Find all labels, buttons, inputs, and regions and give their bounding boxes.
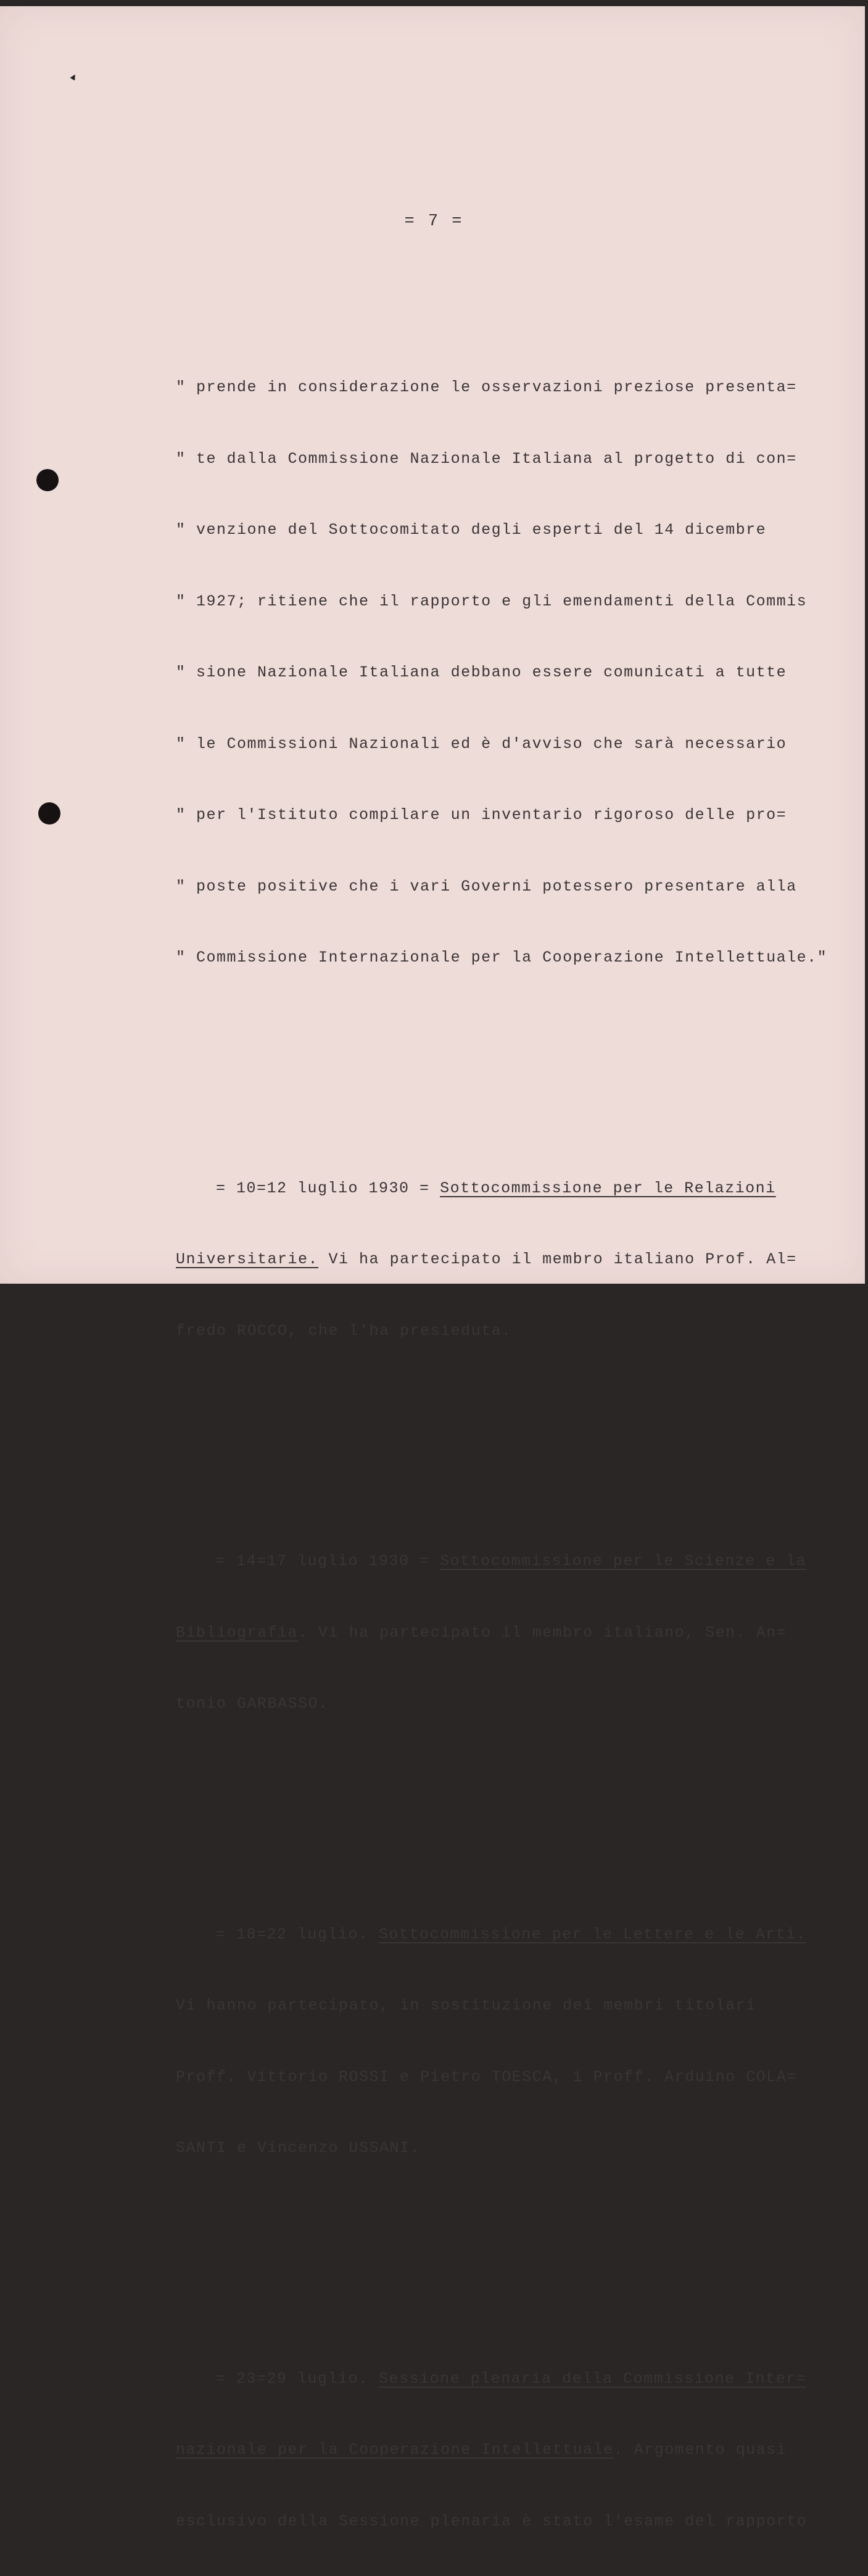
entry-relazioni-universitarie — [176, 1135, 842, 1385]
quote-line: " sione Nazionale Italiana debbano essere comunicati a tutte — [176, 663, 787, 681]
entry-text: Vi ha partecipato il membro italiano Prof. Al= — [318, 1250, 797, 1268]
quote-line: " venzione del Sottocomitato degli esperti del 14 dicembre — [176, 521, 767, 539]
entry-scienze-bibliografia — [176, 1508, 842, 1758]
entry-date: = 14=17 luglio 1930 = — [216, 1552, 440, 1570]
quote-line: " poste positive che i vari Governi potessero presentare alla — [176, 877, 797, 895]
entry-text: . Argomento quasi — [613, 2441, 787, 2459]
entry-text: Proff. Vittorio ROSSI e Pietro TOESCA, i Proff. Arduino COLA= — [176, 2067, 797, 2086]
entry-text: fredo ROCCO, che l'ha presieduta. — [176, 1321, 512, 1340]
entry-text: tonio GARBASSO. — [176, 1695, 329, 1713]
quote-line: " 1927; ritiene che il rapporto e gli emendamenti della Commis — [176, 592, 808, 610]
quoted-resolution — [176, 334, 842, 1012]
entry-title: Sessione plenaria della Commissione Inter= — [379, 2369, 807, 2388]
entry-date: = 23=29 luglio. — [216, 2369, 379, 2388]
entry-title: Sottocommissione per le Lettere e le Arti. — [379, 1925, 807, 1943]
entry-title: Universitarie. — [176, 1250, 319, 1268]
entry-sessione-plenaria — [176, 2325, 842, 2575]
quote-line: " Commissione Internazionale per la Cooperazione Intellettuale." — [176, 949, 828, 966]
punch-hole-upper — [36, 469, 59, 491]
entry-title: Sottocommissione per le Relazioni — [440, 1179, 776, 1197]
entry-text: . Vi ha partecipato il membro italiano, Sen. An= — [298, 1623, 787, 1642]
page-number: = 7 = — [404, 212, 464, 231]
quote-line: " prende in considerazione le osservazioni preziose presenta= — [176, 378, 797, 396]
entry-text: esclusivo della Sessione plenaria è stato l'esame del rapporto — [176, 2512, 808, 2530]
entry-text: Vi hanno partecipato, in sostituzione dei membri titolari — [176, 1996, 756, 2014]
quote-line: " te dalla Commissione Nazionale Italiana al progetto di con= — [176, 449, 797, 468]
punch-hole-lower — [38, 802, 60, 825]
quote-line: " le Commissioni Nazionali ed è d'avviso che sarà necessario — [176, 734, 787, 753]
entry-title: Sottocommissione per le Scienze e la — [440, 1552, 807, 1570]
entry-lettere-arti — [176, 1881, 842, 2202]
entry-date: = 18=22 luglio. — [216, 1925, 379, 1943]
quote-line: " per l'Istituto compilare un inventario rigoroso delle pro= — [176, 806, 787, 824]
entry-text: SANTI e Vincenzo USSANI. — [176, 2139, 421, 2157]
entry-title: Bibliografia — [176, 1623, 299, 1642]
entry-date: = 10=12 luglio 1930 = — [216, 1179, 440, 1197]
typed-body — [176, 298, 842, 2576]
entry-title: nazionale per la Cooperazione Intellettuale — [176, 2441, 614, 2459]
